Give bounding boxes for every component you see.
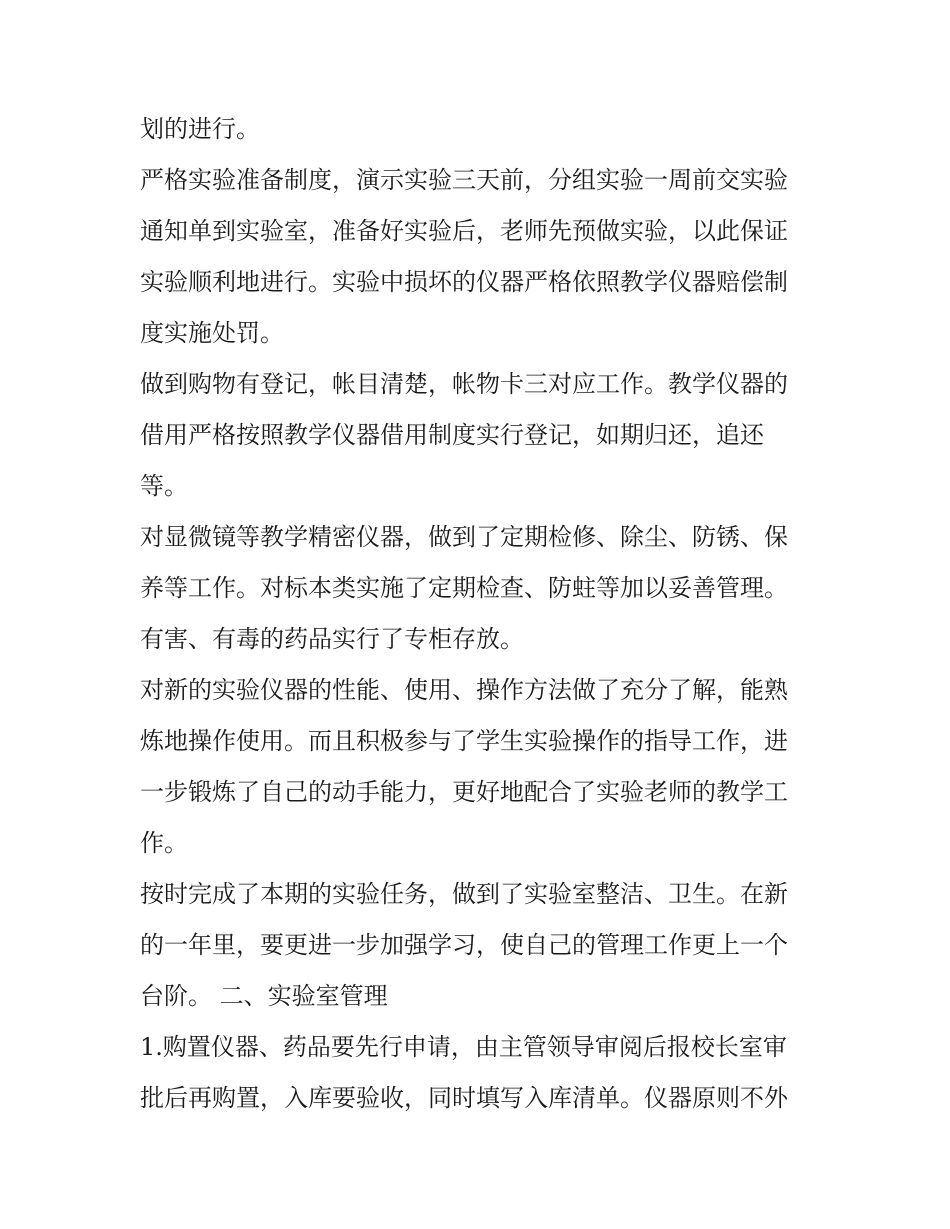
text-line: 对新的实验仪器的性能、使用、操作方法做了充分了解，能熟 xyxy=(140,676,788,704)
text-line: 批后再购置，入库要验收，同时填写入库清单。仪器原则不外 xyxy=(140,1084,788,1112)
text-line: 作。 xyxy=(140,829,188,857)
text-line: 的一年里，要更进一步加强学习，使自己的管理工作更上一个 xyxy=(140,931,788,959)
text-line: 度实施处罚。 xyxy=(140,319,284,347)
text-line: 按时完成了本期的实验任务，做到了实验室整洁、卫生。在新 xyxy=(140,880,788,908)
text-line: 等。 xyxy=(140,472,188,500)
document-body xyxy=(140,104,820,1124)
text-line: 一步锻炼了自己的动手能力，更好地配合了实验老师的教学工 xyxy=(140,778,788,806)
text-line: 台阶。 二、实验室管理 xyxy=(140,982,388,1010)
text-line: 借用严格按照教学仪器借用制度实行登记，如期归还，追还 xyxy=(140,421,764,449)
text-line: 严格实验准备制度，演示实验三天前，分组实验一周前交实验 xyxy=(140,166,788,194)
text-line: 对显微镜等教学精密仪器，做到了定期检修、除尘、防锈、保 xyxy=(140,523,788,551)
text-line: 通知单到实验室，准备好实验后，老师先预做实验，以此保证 xyxy=(140,217,788,245)
text-line: 实验顺利地进行。实验中损坏的仪器严格依照教学仪器赔偿制 xyxy=(140,268,788,296)
text-line: 养等工作。对标本类实施了定期检查、防蛀等加以妥善管理。 xyxy=(140,574,788,602)
text-line: 1.购置仪器、药品要先行申请，由主管领导审阅后报校长室审 xyxy=(140,1033,787,1061)
text-line: 有害、有毒的药品实行了专柜存放。 xyxy=(140,625,524,653)
text-line: 划的进行。 xyxy=(140,115,260,143)
text-line: 炼地操作使用。而且积极参与了学生实验操作的指导工作，进 xyxy=(140,727,788,755)
text-line: 做到购物有登记，帐目清楚，帐物卡三对应工作。教学仪器的 xyxy=(140,370,788,398)
